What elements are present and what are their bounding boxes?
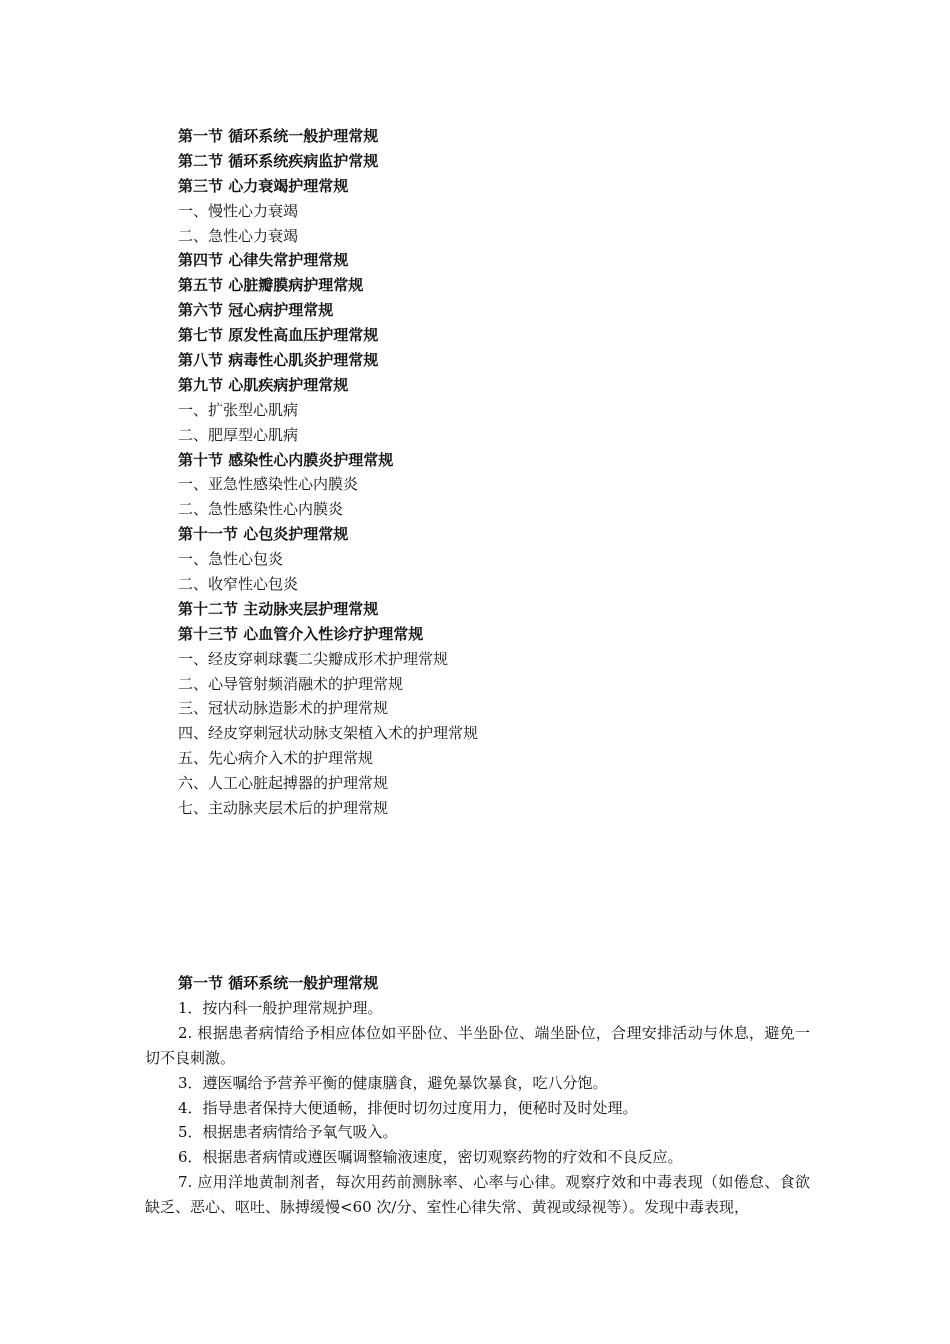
toc-section-heading: 第五节 心脏瓣膜病护理常规 (178, 276, 364, 295)
toc-section-heading: 第十节 感染性心内膜炎护理常规 (178, 450, 394, 469)
paragraph: 3．遵医嘱给予营养平衡的健康膳食，避免暴饮暴食，吃八分饱。 (178, 1073, 608, 1092)
toc-subitem: 五、先心病介入术的护理常规 (178, 749, 374, 768)
table-of-contents (178, 124, 878, 821)
section-paragraphs (145, 996, 810, 1220)
toc-subitem: 二、急性心力衰竭 (178, 226, 299, 245)
section-body (145, 971, 810, 1220)
toc-section-heading: 第一节 循环系统一般护理常规 (178, 127, 379, 145)
toc-section-heading: 第四节 心律失常护理常规 (178, 251, 349, 270)
toc-section-heading: 第九节 心肌疾病护理常规 (178, 375, 349, 394)
paragraph: 1．按内科一般护理常规护理。 (178, 998, 383, 1017)
toc-subitem: 一、扩张型心肌病 (178, 400, 299, 419)
toc-subitem: 六、人工心脏起搏器的护理常规 (178, 774, 389, 793)
toc-section-heading: 第八节 病毒性心肌炎护理常规 (178, 351, 379, 370)
toc-section-heading: 第十二节 主动脉夹层护理常规 (178, 599, 379, 618)
toc-section-heading: 第六节 冠心病护理常规 (178, 301, 334, 320)
toc-subitem: 一、经皮穿刺球囊二尖瓣成形术护理常规 (178, 649, 449, 668)
section-heading: 第一节 循环系统一般护理常规 (178, 974, 379, 992)
toc-subitem: 二、心导管射频消融术的护理常规 (178, 674, 404, 693)
toc-subitem: 四、经皮穿刺冠状动脉支架植入术的护理常规 (178, 724, 479, 743)
paragraph: 2. 根据患者病情给予相应体位如平卧位、半坐卧位、端坐卧位，合理安排活动与休息，避免一切不良刺激。 (145, 1023, 810, 1067)
toc-section-heading: 第七节 原发性高血压护理常规 (178, 326, 379, 345)
toc-subitem: 一、慢性心力衰竭 (178, 201, 299, 220)
toc-section-heading: 第十三节 心血管介入性诊疗护理常规 (178, 624, 424, 643)
toc-subitem: 二、收窄性心包炎 (178, 575, 299, 594)
toc-section-heading: 第十一节 心包炎护理常规 (178, 525, 349, 544)
toc-subitem: 七、主动脉夹层术后的护理常规 (178, 799, 389, 818)
toc-subitem: 三、冠状动脉造影术的护理常规 (178, 699, 389, 718)
paragraph: 6．根据患者病情或遵医嘱调整输液速度，密切观察药物的疗效和不良反应。 (178, 1148, 683, 1167)
paragraph: 7. 应用洋地黄制剂者，每次用药前测脉率、心率与心律。观察疗效和中毒表现（如倦怠、食欲缺乏、恶心、呕吐、脉搏缓慢<60 次/分、室性心律失常、黄视或绿视等）。发现中毒表现， (145, 1173, 810, 1217)
paragraph: 5．根据患者病情给予氧气吸入。 (178, 1123, 398, 1142)
paragraph: 4．指导患者保持大便通畅，排便时切勿过度用力，便秘时及时处理。 (178, 1098, 638, 1117)
toc-subitem: 二、急性感染性心内膜炎 (178, 500, 344, 519)
toc-subitem: 二、肥厚型心肌病 (178, 425, 299, 444)
toc-section-heading: 第二节 循环系统疾病监护常规 (178, 151, 379, 170)
toc-subitem: 一、亚急性感染性心内膜炎 (178, 475, 359, 494)
toc-section-heading: 第三节 心力衰竭护理常规 (178, 176, 349, 195)
toc-subitem: 一、急性心包炎 (178, 550, 284, 569)
